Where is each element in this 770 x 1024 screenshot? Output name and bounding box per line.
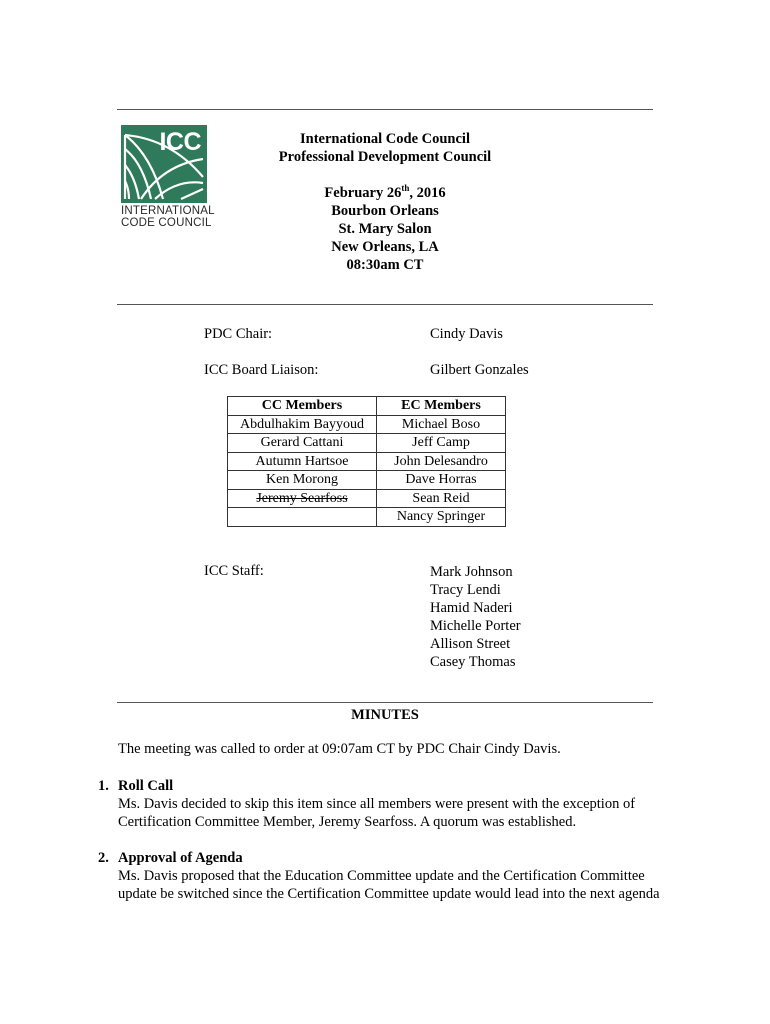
liaison-label: ICC Board Liaison: <box>204 362 319 378</box>
table-cell: Ken Morong <box>228 471 377 490</box>
item-text-line: Certification Committee Member, Jeremy Searfoss. A quorum was established. <box>118 814 577 830</box>
table-cell: Nancy Springer <box>377 508 506 527</box>
staff-label: ICC Staff: <box>204 563 264 579</box>
org-name: International Code Council <box>300 131 470 147</box>
table-row <box>228 452 506 471</box>
minutes-rule <box>117 702 653 703</box>
table-row <box>228 508 506 527</box>
cc-members-header: CC Members <box>228 397 377 416</box>
list-item: Casey Thomas <box>430 654 516 670</box>
agenda-item-approval-of-agenda <box>98 849 698 903</box>
logo-line-1: INTERNATIONAL <box>121 205 215 217</box>
staff-list <box>430 563 521 671</box>
meeting-header <box>240 130 530 274</box>
item-text-line: Ms. Davis decided to skip this item since all members were present with the exception of <box>118 796 636 812</box>
logo-abbreviation: ICC <box>159 128 201 156</box>
list-item: Mark Johnson <box>430 564 513 580</box>
header-top-rule <box>117 109 653 110</box>
table-cell: Sean Reid <box>377 489 506 508</box>
agenda-item-roll-call <box>98 777 698 831</box>
item-text-line: update be switched since the Certification Committee update would lead into the next agenda <box>118 886 660 902</box>
table-cell: Gerard Cattani <box>228 434 377 453</box>
item-title: Approval of Agenda <box>118 850 243 866</box>
item-number: 1. <box>98 778 109 794</box>
table-cell: Michael Boso <box>377 415 506 434</box>
meeting-date: February 26th, 2016 <box>324 183 446 201</box>
table-row <box>228 471 506 490</box>
meeting-room: St. Mary Salon <box>338 221 432 237</box>
table-cell: Jeff Camp <box>377 434 506 453</box>
liaison-name: Gilbert Gonzales <box>430 362 529 378</box>
globe-grid-icon <box>121 125 207 203</box>
meeting-venue: Bourbon Orleans <box>331 203 439 219</box>
item-text-line: Ms. Davis proposed that the Education Committee update and the Certification Committee <box>118 868 645 884</box>
logo-line-2: CODE COUNCIL <box>121 217 212 229</box>
chair-label: PDC Chair: <box>204 326 273 342</box>
members-table <box>227 396 506 527</box>
icc-logo <box>121 125 215 229</box>
call-to-order-text: The meeting was called to order at 09:07am CT by PDC Chair Cindy Davis. <box>118 741 561 757</box>
table-cell-empty <box>228 508 377 527</box>
table-cell: John Delesandro <box>377 452 506 471</box>
list-item: Michelle Porter <box>430 618 521 634</box>
table-row <box>228 434 506 453</box>
list-item: Tracy Lendi <box>430 582 501 598</box>
ec-members-header: EC Members <box>377 397 506 416</box>
item-title: Roll Call <box>118 778 174 794</box>
table-row <box>228 415 506 434</box>
minutes-heading: MINUTES <box>351 707 419 723</box>
council-name: Professional Development Council <box>278 149 492 165</box>
table-cell: Autumn Hartsoe <box>228 452 377 471</box>
chair-name: Cindy Davis <box>430 326 503 342</box>
meeting-city: New Orleans, LA <box>331 239 439 255</box>
table-cell: Abdulhakim Bayyoud <box>228 415 377 434</box>
list-item: Hamid Naderi <box>430 600 513 616</box>
list-item: Allison Street <box>430 636 511 652</box>
table-header-row <box>228 397 506 416</box>
header-bottom-rule <box>117 304 653 305</box>
meeting-time: 08:30am CT <box>346 257 424 273</box>
table-row <box>228 489 506 508</box>
table-cell-struck: Jeremy Searfoss <box>228 489 377 508</box>
table-cell: Dave Horras <box>377 471 506 490</box>
item-number: 2. <box>98 850 109 866</box>
